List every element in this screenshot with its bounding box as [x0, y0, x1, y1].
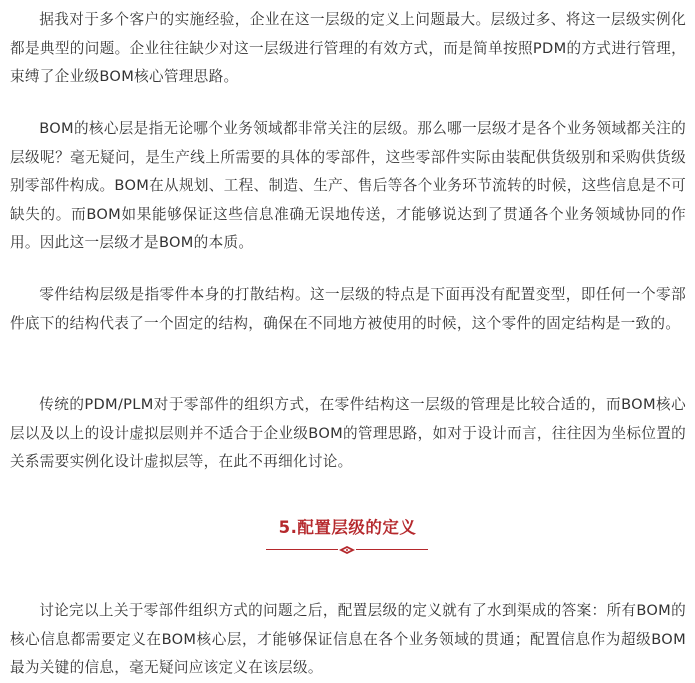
paragraph-part-structure-layer: 零件结构层级是指零件本身的打散结构。这一层级的特点是下面再没有配置变型，即任何一个零部件底下的结构代表了一个固定的结构，确保在不同地方被使用的时候，这个零件的固定结构是一致的。	[10, 286, 686, 332]
divider-line-right	[356, 549, 428, 550]
divider-line-left	[266, 549, 338, 550]
paragraph-configuration-level-answer: 讨论完以上关于零部件组织方式的问题之后，配置层级的定义就有了水到渠成的答案：所有BOM的核心信息都需要定义在BOM核心层，才能够保证信息在各个业务领域的贯通；配置信息作为超级BOM最为关键的信息，毫无疑问应该定义在该层级。	[10, 602, 686, 676]
section-heading	[0, 514, 695, 560]
diamond-ornament-icon	[339, 546, 355, 554]
paragraph-instance-level-issues: 据我对于多个客户的实施经验，企业在这一层级的定义上问题最大。层级过多、将这一层级实例化都是典型的问题。企业往往缺少对这一层级进行管理的有效方式，而是简单按照PDM的方式进行管理，束缚了企业级BOM核心管理思路。	[10, 11, 686, 85]
paragraph-traditional-pdm-plm: 传统的PDM/PLM对于零部件的组织方式，在零件结构这一层级的管理是比较合适的，而BOM核心层以及以上的设计虚拟层则并不适合于企业级BOM的管理思路，如对于设计而言，往往因为坐标位置的关系需要实例化设计虚拟层等，在此不再细化讨论。	[10, 396, 686, 470]
section-divider	[266, 546, 428, 554]
paragraph-bom-core-layer: BOM的核心层是指无论哪个业务领域都非常关注的层级。那么哪一层级才是各个业务领域都关注的层级呢？毫无疑问，是生产线上所需要的具体的零部件，这些零部件实际由装配供货级别和采购供货级别零部件构成。BOM在从规划、工程、制造、生产、售后等各个业务环节流转的时候，这些信息是不可缺失的。而BOM如果能够保证这些信息准确无误地传送，才能够说达到了贯通各个业务领域协同的作用。因此这一层级才是BOM的本质。	[10, 120, 686, 251]
section-title: 5.配置层级的定义	[278, 518, 417, 537]
